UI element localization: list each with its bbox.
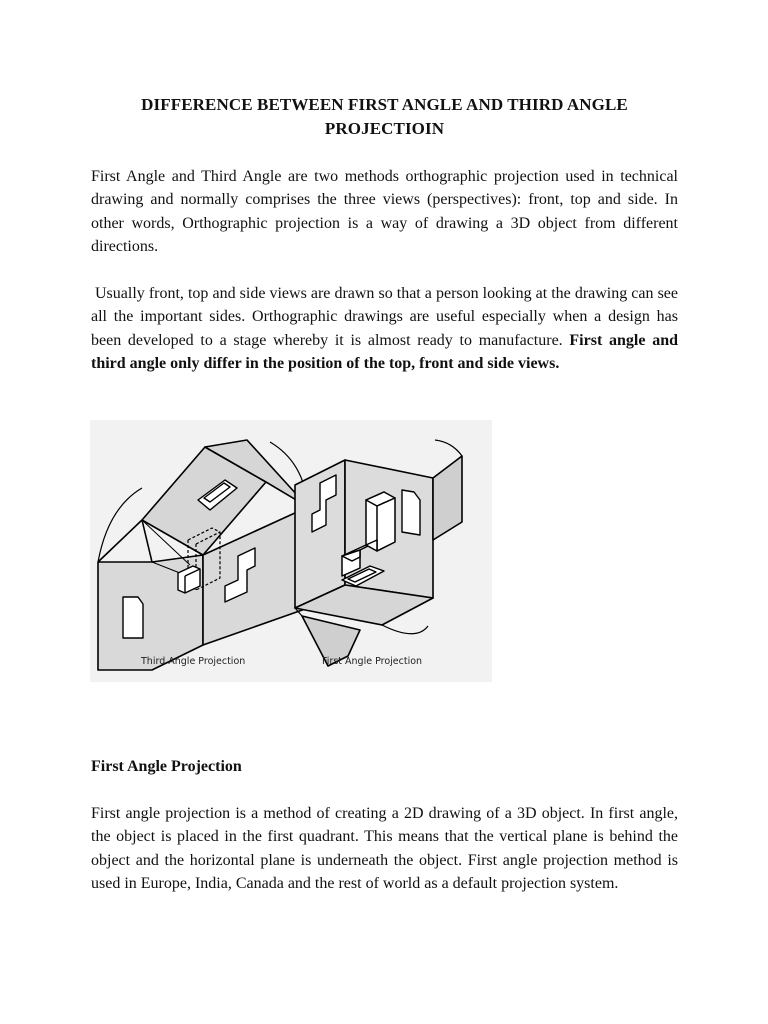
first-angle-arc-bottom xyxy=(382,625,428,634)
third-angle-front-view xyxy=(123,597,143,638)
projection-figure xyxy=(90,420,492,682)
section-heading: First Angle Projection xyxy=(91,758,242,775)
first-angle-back-left-plane xyxy=(295,460,345,608)
first-angle-front-view xyxy=(402,490,420,535)
views-paragraph-text: Usually front, top and side views are drawn so that a person looking at the drawing can see all the important sides. Orthographic drawings are useful especially when a design has been developed to a stage whereby it is almost ready to manufacture. xyxy=(91,285,678,349)
projection-illustration xyxy=(90,420,492,682)
third-angle-drawing xyxy=(98,440,308,670)
third-angle-hinge-gable xyxy=(142,520,152,562)
first-angle-arc-right xyxy=(435,440,462,456)
first-angle-side-flap xyxy=(433,456,462,540)
document-title: DIFFERENCE BETWEEN FIRST ANGLE AND THIRD ANGLE PROJECTIOIN xyxy=(141,95,628,138)
first-angle-drawing xyxy=(295,440,462,666)
third-angle-hinge-left xyxy=(98,520,142,562)
intro-paragraph: First Angle and Third Angle are two methods orthographic projection used in technical drawing and normally comprises the three views (perspectives): front, top and side. In other words, Orthographic projection is a way of drawing a 3D object from different directions. xyxy=(91,168,678,255)
third-angle-arc-left xyxy=(98,488,142,562)
views-paragraph-bold: First angle and third angle only differ in the position of the top, front and side views. xyxy=(91,331,678,372)
section-paragraph: First angle projection is a method of creating a 2D drawing of a 3D object. In first angle, the object is placed in the first quadrant. This means that the vertical plane is behind the object and the horizontal plane is underneath the object. First angle projection method is used in Europe, India, Canada and the rest of world as a default projection system. xyxy=(91,805,678,892)
first-angle-caption: First Angle Projection xyxy=(322,656,423,667)
views-paragraph xyxy=(91,282,678,375)
third-angle-caption: Third Angle Projection xyxy=(141,656,246,667)
